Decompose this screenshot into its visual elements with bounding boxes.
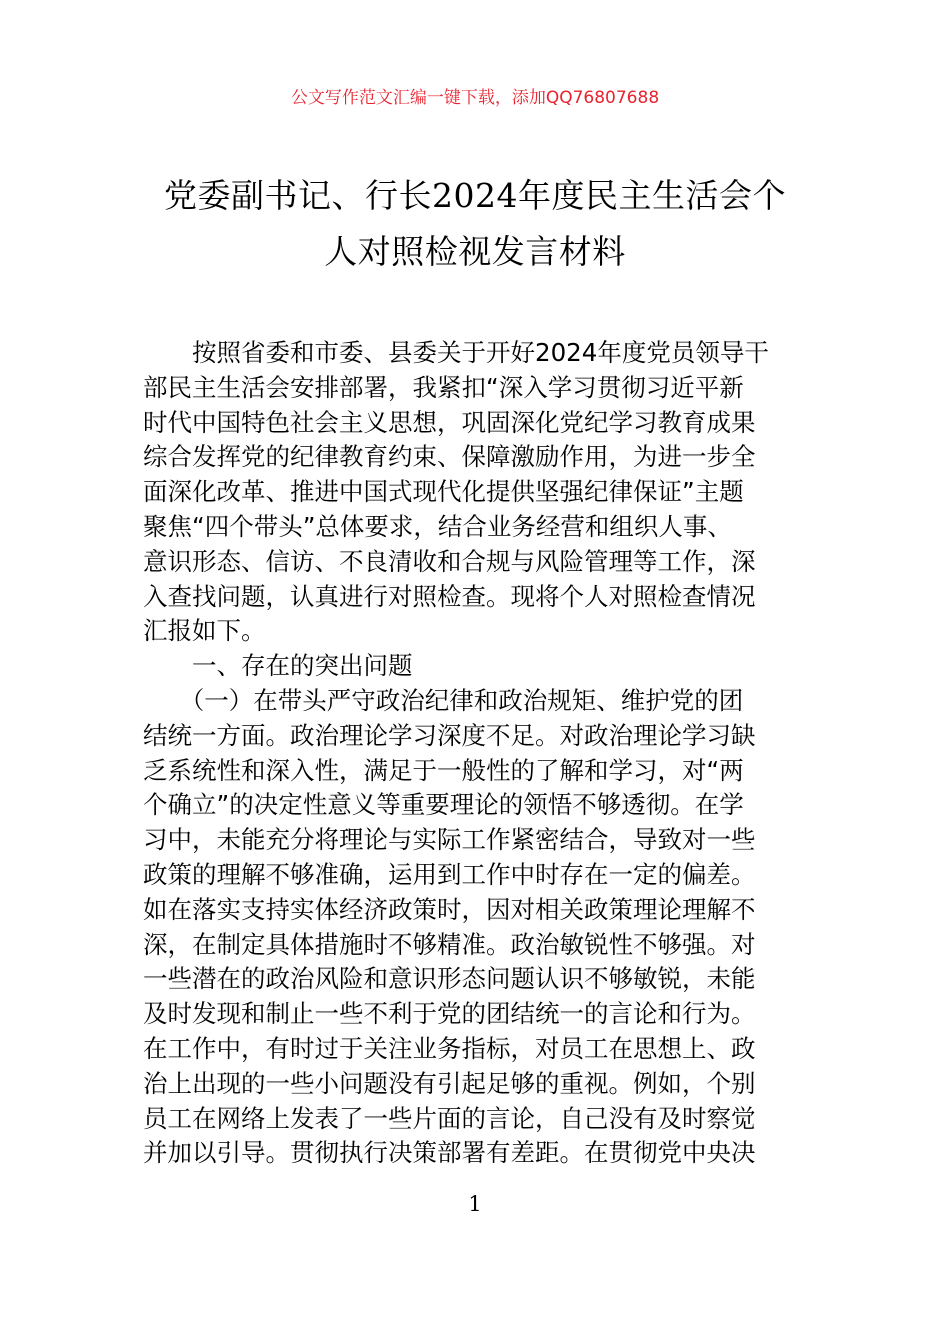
body-line: 时代中国特色社会主义思想，巩固深化党纪学习教育成果 [143,407,756,437]
section-heading: 一、存在的突出问题 [143,651,413,681]
body-line: 并加以引导。贯彻执行决策部署有差距。在贯彻党中央决 [143,1138,756,1168]
body-line: 按照省委和市委、县委关于开好2024年度党员领导干 [143,338,769,367]
page-number: 1 [468,1192,482,1216]
title-line-2: 人对照检视发言材料 [324,232,626,271]
body-line: （一）在带头严守政治纪律和政治规矩、维护党的团 [143,685,744,715]
body-line: 个确立”的决定性意义等重要理论的领悟不够透彻。在学 [143,790,744,820]
body-line: 入查找问题，认真进行对照检查。现将个人对照检查情况 [143,581,756,611]
body-line: 意识形态、信访、不良清收和合规与风险管理等工作，深 [143,546,756,576]
document-title [140,168,810,280]
body-line: 综合发挥党的纪律教育约束、保障激励作用，为进一步全 [143,442,756,472]
title-line-1: 党委副书记、行长2024年度民主生活会个 [164,176,786,215]
body-line: 一些潜在的政治风险和意识形态问题认识不够敏锐，未能 [143,964,756,994]
body-line: 深，在制定具体措施时不够精准。政治敏锐性不够强。对 [143,929,756,959]
body-line: 结统一方面。政治理论学习深度不足。对政治理论学习缺 [143,720,756,750]
download-note-header: 公文写作范文汇编一键下载，添加QQ76807688 [290,88,660,108]
body-line: 面深化改革、推进中国式现代化提供坚强纪律保证”主题 [143,477,744,507]
body-line: 治上出现的一些小问题没有引起足够的重视。例如，个别 [143,1068,756,1098]
body-line: 及时发现和制止一些不利于党的团结统一的言论和行为。 [143,999,756,1029]
body-line: 习中，未能充分将理论与实际工作紧密结合，导致对一些 [143,825,756,855]
body-line: 聚焦“四个带头”总体要求，结合业务经营和组织人事、 [143,511,732,541]
body-line: 员工在网络上发表了一些片面的言论，自己没有及时察觉 [143,1103,756,1133]
body-line: 政策的理解不够准确，运用到工作中时存在一定的偏差。 [143,859,756,889]
body-line: 汇报如下。 [143,616,266,646]
body-line: 部民主生活会安排部署，我紧扣“深入学习贯彻习近平新 [143,372,744,402]
body-line: 如在落实支持实体经济政策时，因对相关政策理论理解不 [143,894,756,924]
body-line: 在工作中，有时过于关注业务指标，对员工在思想上、政 [143,1033,756,1063]
document-body [143,336,807,1171]
body-line: 乏系统性和深入性，满足于一般性的了解和学习，对“两 [143,755,744,785]
